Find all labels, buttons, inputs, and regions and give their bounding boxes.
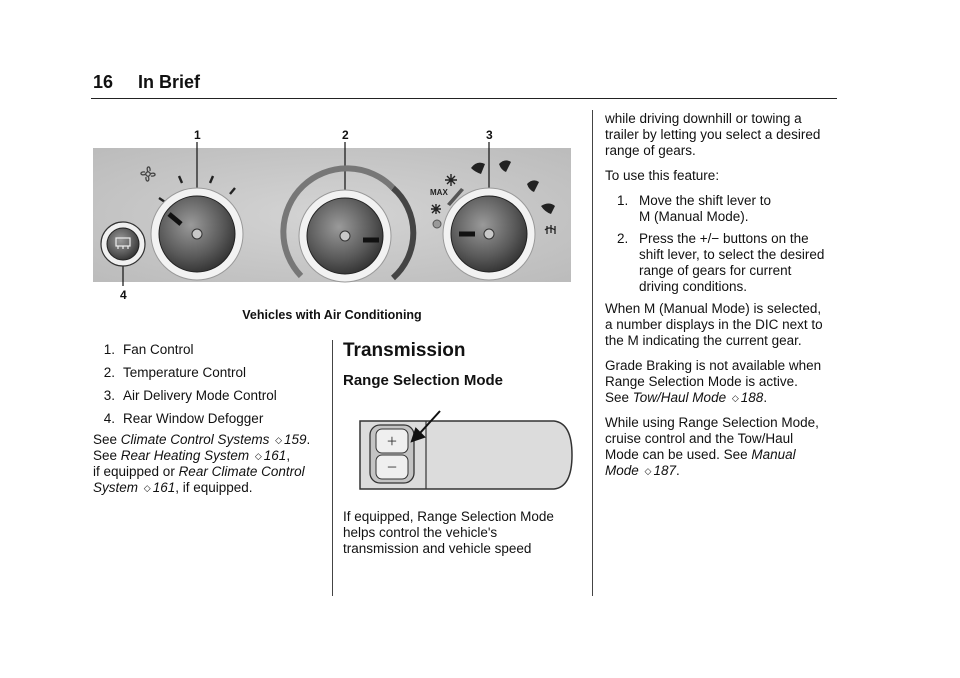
page-number: 16 — [93, 72, 114, 92]
link-rear-climate-control-system[interactable]: System — [93, 480, 139, 495]
page-link[interactable]: 161 — [263, 448, 287, 463]
page-link[interactable]: 187 — [653, 463, 676, 478]
link-rear-heating-system[interactable]: Rear Heating System — [120, 448, 250, 463]
manual-mode-paragraph: When M (Manual Mode) is selected, a number displays in the DIC next to the M indicating the current gear. — [605, 301, 823, 348]
callout-2: 2 — [342, 128, 349, 142]
callout-1: 1 — [194, 128, 201, 142]
legend-list — [93, 342, 323, 434]
see-line-3: if equipped or Rear Climate Control — [93, 464, 305, 479]
minus-label: − — [386, 457, 398, 477]
header-rule — [91, 98, 837, 99]
indicator-light — [433, 220, 441, 228]
figure-caption: Vehicles with Air Conditioning — [242, 308, 422, 322]
temperature-control-knob — [299, 190, 391, 282]
plus-label: + — [386, 431, 398, 451]
page-ref-icon: ◇ — [644, 466, 652, 476]
shift-lever-illustration — [342, 405, 574, 497]
page-header — [93, 72, 200, 93]
section-title: In Brief — [138, 72, 201, 92]
callout-3: 3 — [486, 128, 493, 142]
fan-control-knob — [151, 188, 243, 280]
section-heading-transmission: Transmission — [343, 340, 466, 361]
rear-window-defogger-button — [101, 222, 145, 266]
range-selection-paragraph: If equipped, Range Selection Mode helps control the vehicle's transmission and vehicle speed — [343, 509, 554, 556]
column-divider-right — [592, 110, 593, 596]
see-references — [93, 432, 329, 496]
link-climate-control-systems[interactable]: Climate Control Systems — [120, 432, 270, 447]
use-feature-label: To use this feature: — [605, 168, 720, 183]
page-ref-icon: ◇ — [143, 483, 151, 493]
page-ref-icon: ◇ — [731, 393, 739, 403]
max-label: MAX — [430, 188, 448, 197]
column-divider-left — [332, 340, 333, 596]
see-line-1: See Climate Control Systems ◇ 159. — [93, 432, 311, 447]
page-link[interactable]: 161 — [152, 480, 176, 495]
callout-4: 4 — [120, 288, 127, 302]
list-item: 1. Fan Control — [103, 342, 194, 357]
grade-braking-paragraph: Grade Braking is not available when Range Selection Mode is active. See Tow/Haul Mode ◇ 188. — [605, 358, 822, 405]
see-line-4: System ◇ 161, if equipped. — [93, 480, 253, 495]
list-item: 4. Rear Window Defogger — [103, 411, 264, 426]
climate-control-illustration — [93, 128, 571, 306]
climate-control-figure — [93, 128, 571, 306]
step-item: 1. Move the shift lever to M (Manual Mode). — [617, 193, 772, 224]
page-ref-icon: ◇ — [275, 435, 283, 445]
cruise-control-paragraph: While using Range Selection Mode, cruise control and the Tow/Haul Mode can be used. See Manual Mode ◇ 187. — [605, 415, 819, 478]
link-manual-mode-cont[interactable]: Mode — [605, 463, 639, 478]
page-ref-icon: ◇ — [254, 451, 262, 461]
list-item: 2. Temperature Control — [103, 365, 247, 380]
air-delivery-mode-knob — [443, 188, 535, 280]
subheading-range-selection-mode: Range Selection Mode — [343, 372, 504, 389]
intro-paragraph: while driving downhill or towing a trailer by letting you select a desired range of gears. — [605, 111, 821, 158]
see-line-2: See Rear Heating System ◇ 161, — [93, 448, 291, 463]
page-link[interactable]: 188 — [740, 390, 764, 405]
link-manual-mode[interactable]: Manual — [751, 447, 796, 462]
list-item: 3. Air Delivery Mode Control — [103, 388, 277, 403]
link-rear-climate-control[interactable]: Rear Climate Control — [178, 464, 305, 479]
right-column — [605, 111, 845, 488]
page-link[interactable]: 159 — [284, 432, 307, 447]
link-tow-haul-mode[interactable]: Tow/Haul Mode — [632, 390, 727, 405]
step-item: 2. Press the +/− buttons on the shift lever, to select the desired range of gears for current driving conditions. — [617, 231, 825, 294]
shift-lever-figure — [342, 405, 574, 497]
